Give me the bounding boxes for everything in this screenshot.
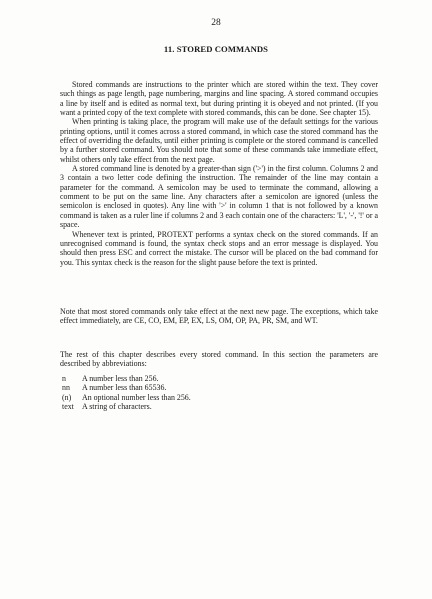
abbreviation-description: A number less than 65536. xyxy=(82,383,167,393)
abbreviation-key: nn xyxy=(62,383,70,393)
abbreviations-intro xyxy=(60,350,378,369)
abbreviation-key: (n) xyxy=(62,392,72,402)
note-section xyxy=(60,307,378,326)
abbreviation-description: A string of characters. xyxy=(82,402,152,412)
paragraph: Whenever text is printed, PROTEXT performs a syntax check on the stored commands. If an unrecognised command is found, the syntax check stops and an error message is displayed. You should then press ESC and correct the mistake. The cursor will be placed on the bad command for you. This syntax check is the reason for the slight pause before the text is printed. xyxy=(60,229,378,267)
paragraph: Stored commands are instructions to the printer which are stored within the text. They cover such things as page length, page numbering, margins and line spacing. A stored command occupies a line by itself and is edited as normal text, but during printing it is obeyed and not printed. (If you want a printed copy of the text complete with stored commands, this can be done. See chapter 15). xyxy=(60,80,378,118)
abbreviation-item xyxy=(60,393,378,402)
page-number: 28 xyxy=(211,18,221,28)
abbreviation-key: text xyxy=(62,402,74,412)
abbreviation-key: n xyxy=(62,374,66,383)
chapter-title: 11. STORED COMMANDS xyxy=(163,44,269,54)
note-paragraph: Note that most stored commands only take effect at the next new page. The exceptions, which take effect immediately, are CE, CO, EM, EP, EX, LS, OM, OP, PA, PR, SM, and WT. xyxy=(60,307,378,326)
intro-section xyxy=(60,80,378,267)
abbreviation-item xyxy=(60,374,378,383)
abbreviation-item xyxy=(60,383,378,392)
abbreviation-description: A number less than 256. xyxy=(82,374,159,383)
abbreviation-item xyxy=(60,402,378,411)
paragraph: When printing is taking place, the program will make use of the default settings for the various printing options, until it comes across a stored command, in which case the stored command has the effect of overriding the defaults, until either printing is complete or the stored command is cancelled by a further stored command. You should note that some of these commands take immediate effect, whilst others only take effect from the next page. xyxy=(60,117,378,164)
intro-paragraph: The rest of this chapter describes every stored command. In this section the parameters are described by abbreviations: xyxy=(60,350,378,369)
abbreviation-description: An optional number less than 256. xyxy=(82,392,191,402)
abbreviation-list xyxy=(60,374,378,411)
paragraph: A stored command line is denoted by a greater-than sign ('>') in the first column. Columns 2 and 3 contain a two letter code defining the instruction. The remainder of the line may contain a parameter for the command. A semicolon may be used to terminate the command, allowing a comment to be put on the same line. Any characters after a semicolon are ignored (unless the semicolon is enclosed in quotes). Any line with '>' in column 1 that is not followed by a known command is taken as a ruler line if columns 2 and 3 each contain one of the characters: 'L', '-', '!' or a space. xyxy=(60,164,378,230)
